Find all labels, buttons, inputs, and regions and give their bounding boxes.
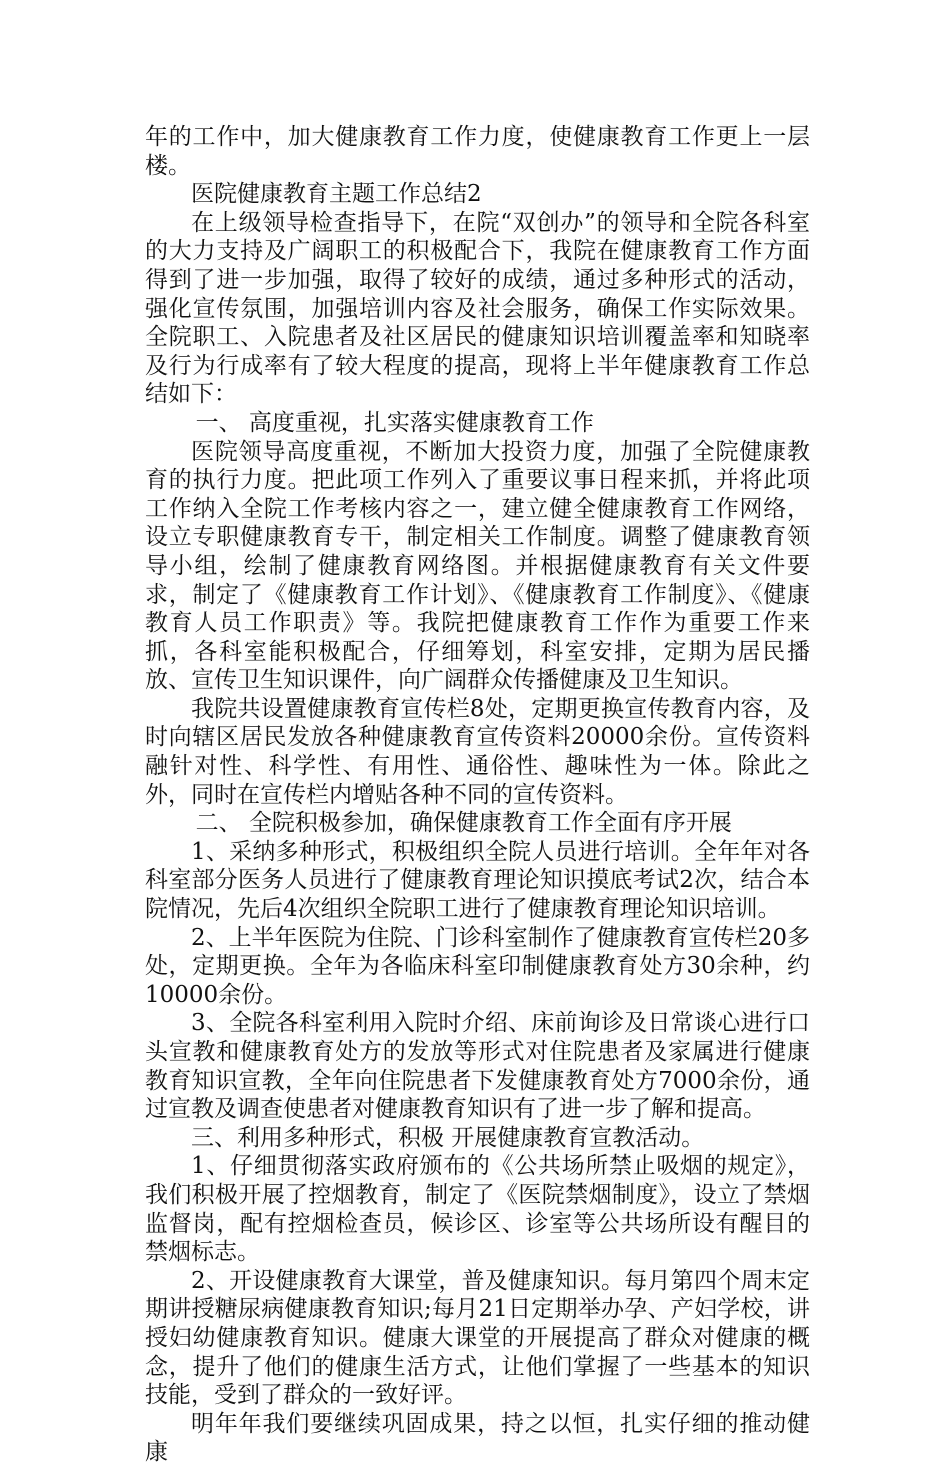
paragraph-item-training: 1、采纳多种形式，积极组织全院人员进行培训。全年年对各科室部分医务人员进行了健康教育理论知识摸底考试2次，结合本院情况，先后4次组织全院职工进行了健康教育理论知识培训。	[145, 838, 810, 923]
heading-one: 一、 高度重视，扎实落实健康教育工作	[195, 409, 594, 436]
paragraph-item-classroom: 2、开设健康教育大课堂，普及健康知识。每月第四个周末定期讲授糖尿病健康教育知识;每月21日定期举办孕、产妇学校，讲授妇幼健康教育知识。健康大课堂的开展提高了群众对健康的概念，提升了他们的健康生活方式，让他们掌握了一些基本的知识技能，受到了群众的一致好评。	[145, 1267, 810, 1409]
paragraph-closing: 明年年我们要继续巩固成果，持之以恒，扎实仔细的推动健康	[145, 1410, 810, 1466]
section-title: 医院健康教育主题工作总结2	[191, 181, 482, 208]
paragraph-item-boards: 2、上半年医院为住院、门诊科室制作了健康教育宣传栏20多处，定期更换。全年为各临床科室印制健康教育处方30余种，约10000余份。	[145, 924, 810, 1008]
paragraph-item-inpatient: 3、全院各科室利用入院时介绍、床前询诊及日常谈心进行口头宣教和健康教育处方的发放等形式对住院患者及家属进行健康教育知识宣教，全年向住院患者下发健康教育处方7000余份，通过宣教及调查使患者对健康教育知识有了进一步了解和提高。	[145, 1010, 810, 1123]
paragraph-bulletin-boards: 我院共设置健康教育宣传栏8处，定期更换宣传教育内容，及时向辖区居民发放各种健康教育宣传资料20000余份。宣传资料融针对性、科学性、有用性、通俗性、趣味性为一体。除此之外，同时在宣传栏内增贴各种不同的宣传资料。	[145, 695, 810, 808]
document-page	[145, 123, 810, 1467]
heading-three: 三、利用多种形式，积极 开展健康教育宣教活动。	[191, 1124, 705, 1151]
paragraph-item-smoking: 1、仔细贯彻落实政府颁布的《公共场所禁止吸烟的规定》，我们积极开展了控烟教育，制定了《医院禁烟制度》，设立了禁烟监督岗，配有控烟检查员，候诊区、诊室等公共场所设有醒目的禁烟标志。	[145, 1153, 810, 1266]
paragraph-leadership: 医院领导高度重视，不断加大投资力度，加强了全院健康教育的执行力度。把此项工作列入了重要议事日程来抓，并将此项工作纳入全院工作考核内容之一，建立健全健康教育工作网络，设立专职健康教育专干，制定相关工作制度。调整了健康教育领导小组，绘制了健康教育网络图。并根据健康教育有关文件要求，制定了《健康教育工作计划》、《健康教育工作制度》、《健康教育人员工作职责》等。我院把健康教育工作作为重要工作来抓，各科室能积极配合，仔细筹划，科室安排，定期为居民播放、宣传卫生知识课件，向广阔群众传播健康及卫生知识。	[145, 438, 810, 694]
heading-two: 二、 全院积极参加，确保健康教育工作全面有序开展	[195, 810, 732, 837]
paragraph-continuation: 年的工作中，加大健康教育工作力度，使健康教育工作更上一层楼。	[145, 124, 810, 179]
paragraph-intro: 在上级领导检查指导下，在院“双创办”的领导和全院各科室的大力支持及广阔职工的积极配合下，我院在健康教育工作方面得到了进一步加强，取得了较好的成绩，通过多种形式的活动，强化宣传氛围，加强培训内容及社会服务，确保工作实际效果。全院职工、入院患者及社区居民的健康知识培训覆盖率和知晓率及行为行成率有了较大程度的提高，现将上半年健康教育工作总结如下：	[145, 209, 810, 408]
